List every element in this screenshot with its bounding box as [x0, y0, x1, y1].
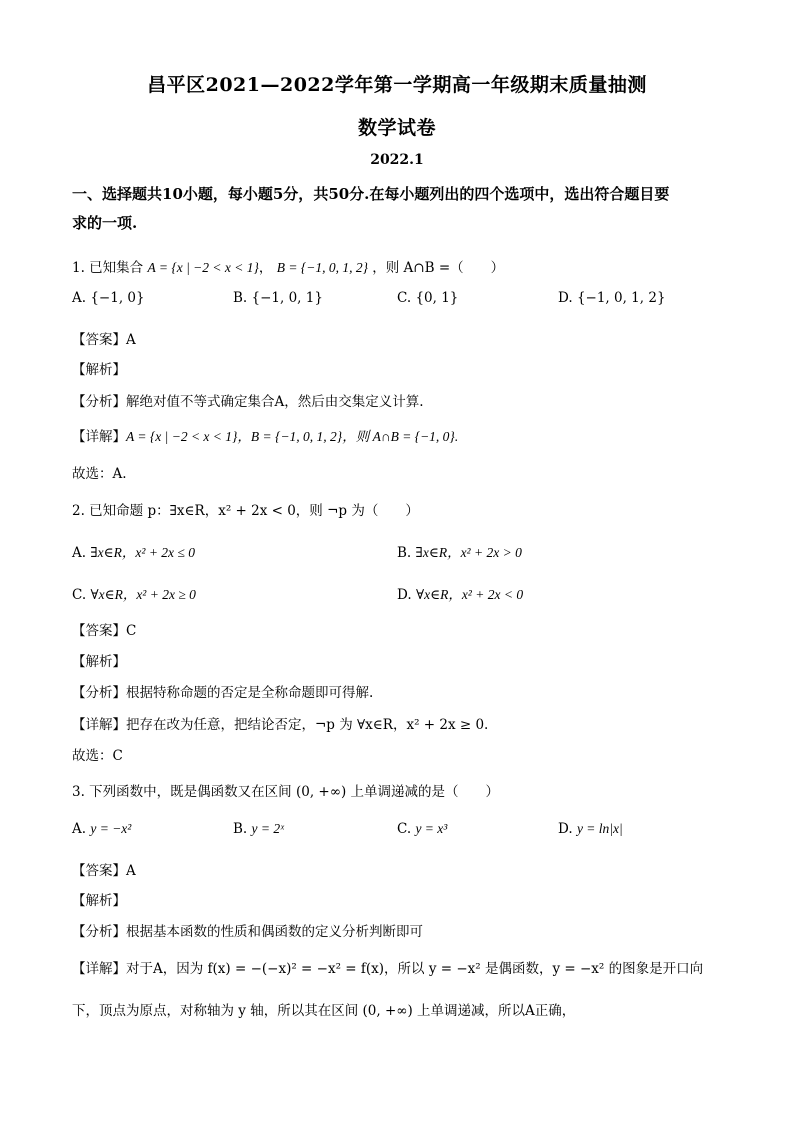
choice-letter: C.	[72, 587, 87, 603]
exam-title: 昌平区2021—2022学年第一学期高一年级期末质量抽测	[147, 74, 647, 96]
q2-stem: 2. 已知命题 p：∃x∈R，x² + 2x < 0，则 ¬p 为（ ）	[72, 503, 419, 519]
choice-letter: B.	[397, 545, 412, 561]
answer-label: 【答案】	[72, 623, 126, 639]
q3-detail-line2: 下，顶点为原点，对称轴为 y 轴，所以其在区间 (0, +∞) 上单调递减，所以A正确，	[72, 1003, 576, 1019]
section-heading-line1: 一、选择题共10小题，每小题5分，共50分.在每小题列出的四个选项中，选出符合题目要	[72, 185, 670, 203]
q1-set-a: A = {x | −2 < x < 1}	[147, 260, 259, 275]
choice-text: y = 2ˣ	[251, 821, 284, 836]
q2-detail	[72, 713, 488, 733]
q2-choice-c	[72, 583, 196, 603]
q3-analysis-label: 【解析】	[72, 893, 126, 909]
q3-stem: 3. 下列函数中，既是偶函数又在区间 (0, +∞) 上单调递减的是（ ）	[72, 784, 500, 800]
q2-fenxi	[72, 681, 373, 701]
choice-text: ∃x∈R，x² + 2x ≤ 0	[90, 545, 195, 560]
choice-letter: C.	[397, 290, 412, 306]
q1-choice-a	[72, 290, 145, 306]
fenxi-label: 【分析】	[72, 685, 126, 701]
fenxi-label: 【分析】	[72, 394, 126, 410]
choice-letter: D.	[397, 587, 412, 603]
detail-text: A = {x | −2 < x < 1}，B = {−1, 0, 1, 2}，则 A∩B = {−1, 0}.	[126, 429, 459, 444]
fenxi-label: 【分析】	[72, 924, 126, 940]
q1-stem-suffix: ，则 A∩B =（ ）	[372, 260, 505, 276]
choice-text: y = ln|x|	[576, 821, 623, 836]
q1-conclusion: 故选：A.	[72, 466, 127, 482]
q2-choice-a	[72, 541, 195, 561]
q1-choice-b	[233, 290, 323, 306]
q1-stem: 1. 已知集合 A = {x | −2 < x < 1}， B = {−1, 0, 1, 2} ，则 A∩B =（ ）	[72, 260, 505, 276]
q2-analysis-label: 【解析】	[72, 654, 126, 670]
choice-text: {−1, 0}	[90, 290, 145, 306]
xiangjie-label: 【详解】	[72, 717, 126, 733]
answer-value: C	[126, 623, 137, 639]
q1-choice-d	[558, 290, 666, 306]
q2-answer	[72, 619, 136, 639]
choice-letter: B.	[233, 290, 248, 306]
answer-label: 【答案】	[72, 332, 126, 348]
section-heading-line2: 求的一项.	[72, 214, 138, 232]
q1-choice-c	[397, 290, 458, 306]
xiangjie-label: 【详解】	[72, 429, 126, 445]
q3-choice-b	[233, 821, 284, 837]
q3-choice-c	[397, 821, 447, 837]
fenxi-text: 解绝对值不等式确定集合A，然后由交集定义计算.	[126, 394, 424, 410]
choice-text: y = −x²	[90, 821, 132, 836]
choice-text: {0, 1}	[415, 290, 459, 306]
exam-subtitle: 数学试卷	[357, 117, 436, 139]
answer-value: A	[126, 332, 136, 348]
choice-text: {−1, 0, 1, 2}	[576, 290, 666, 306]
choice-letter: A.	[72, 290, 87, 306]
q3-detail-line1	[72, 957, 703, 977]
choice-letter: A.	[72, 821, 87, 837]
choice-letter: C.	[397, 821, 412, 837]
q2-choice-d	[397, 583, 523, 603]
q1-stem-prefix: 1. 已知集合	[72, 260, 144, 276]
q1-set-b: B = {−1, 0, 1, 2}	[276, 260, 368, 275]
answer-label: 【答案】	[72, 863, 126, 879]
q3-choice-a	[72, 821, 131, 837]
fenxi-text: 根据特称命题的否定是全称命题即可得解.	[126, 685, 374, 701]
q2-conclusion: 故选：C	[72, 748, 123, 764]
q3-choice-d	[558, 821, 623, 837]
choice-text: y = x³	[415, 821, 448, 836]
choice-text: ∃x∈R，x² + 2x > 0	[415, 545, 522, 560]
choice-letter: A.	[72, 545, 87, 561]
fenxi-text: 根据基本函数的性质和偶函数的定义分析判断即可	[126, 924, 423, 940]
choice-letter: D.	[558, 821, 573, 837]
xiangjie-label: 【详解】	[72, 961, 126, 977]
exam-date: 2022.1	[370, 152, 424, 168]
q1-detail	[72, 425, 458, 445]
q1-analysis-label: 【解析】	[72, 362, 126, 378]
q3-answer	[72, 859, 136, 879]
detail-text: 对于A，因为 f(x) = −(−x)² = −x² = f(x)，所以 y = −x² 是偶函数，y = −x² 的图象是开口向	[126, 961, 704, 977]
choice-text: {−1, 0, 1}	[251, 290, 323, 306]
choice-text: ∀x∈R，x² + 2x < 0	[415, 587, 524, 602]
q1-answer	[72, 328, 136, 348]
q2-choice-b	[397, 541, 522, 561]
q3-fenxi	[72, 920, 423, 940]
detail-text: 把存在改为任意，把结论否定，¬p 为 ∀x∈R，x² + 2x ≥ 0.	[126, 717, 489, 733]
choice-letter: B.	[233, 821, 248, 837]
q1-fenxi	[72, 390, 424, 410]
answer-value: A	[126, 863, 136, 879]
choice-text: ∀x∈R，x² + 2x ≥ 0	[90, 587, 196, 602]
choice-letter: D.	[558, 290, 573, 306]
